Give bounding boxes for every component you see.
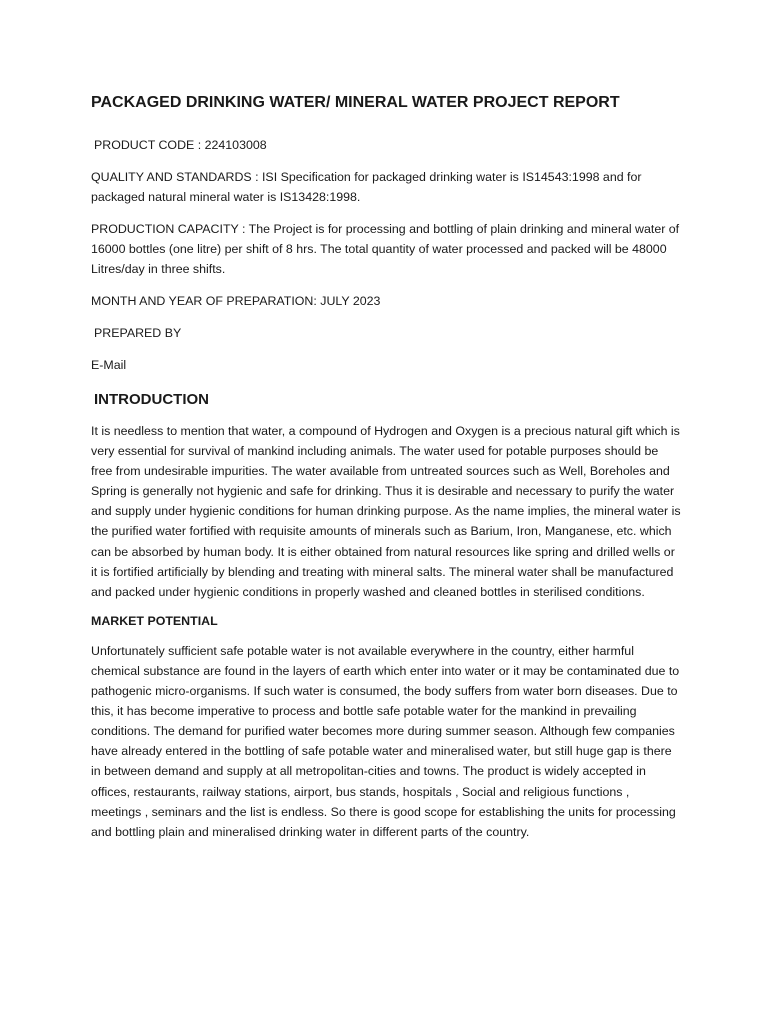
market-potential-text: Unfortunately sufficient safe potable water is not available everywhere in the country, either harmful chemical substance are found in the layers of earth which enter into water or it may be contaminated due to pathogenic micro-organisms. If such water is consumed, the body suffers from water born diseases. Due to this, it has become imperative to process and bottle safe potable water for the mankind in prevailing conditions. The demand for purified water becomes more during summer season. Although few companies have already entered in the bottling of safe potable water and mineralised water, but still huge gap is there in between demand and supply at all metropolitan-cities and towns. The product is widely accepted in offices, restaurants, railway stations, airport, bus stands, hospitals , Social and religious functions , meetings , seminars and the list is endless. So there is good scope for establishing the units for processing and bottling plain and mineralised drinking water in different parts of the country. (91, 643, 680, 839)
prepared-by: PREPARED BY (94, 326, 182, 340)
quality-standards: QUALITY AND STANDARDS : ISI Specification for packaged drinking water is IS14543:1998 and for packaged natural mineral water is IS13428:1998. (91, 170, 642, 204)
document-title: PACKAGED DRINKING WATER/ MINERAL WATER PROJECT REPORT (91, 94, 620, 111)
document-body (91, 94, 681, 854)
email-label: E-Mail (91, 358, 127, 372)
production-capacity: PRODUCTION CAPACITY : The Project is for processing and bottling of plain drinking and mineral water of 16000 bottles (one litre) per shift of 8 hrs. The total quantity of water processed and packed will be 48000 Litres/day in three shifts. (91, 222, 680, 276)
introduction-text: It is needless to mention that water, a compound of Hydrogen and Oxygen is a precious natural gift which is very essential for survival of mankind including animals. The water used for potable purposes should be free from undesirable impurities. The water available from untreated sources such as Well, Boreholes and Spring is generally not hygienic and safe for drinking. Thus it is desirable and necessary to purify the water and supply under hygienic conditions for human drinking purpose. As the name implies, the mineral water is the purified water fortified with requisite amounts of minerals such as Barium, Iron, Manganese, etc. which can be absorbed by human body. It is either obtained from natural resources like spring and drilled wells or it is fortified artificially by blending and treating with mineral salts. The mineral water shall be manufactured and packed under hygienic conditions in properly washed and cleaned bottles in sterilised conditions. (91, 424, 681, 599)
product-code: PRODUCT CODE : 224103008 (94, 138, 267, 152)
introduction-heading: INTRODUCTION (94, 391, 209, 408)
month-year-preparation: MONTH AND YEAR OF PREPARATION: JULY 2023 (91, 294, 381, 308)
market-potential-heading: MARKET POTENTIAL (91, 613, 218, 628)
